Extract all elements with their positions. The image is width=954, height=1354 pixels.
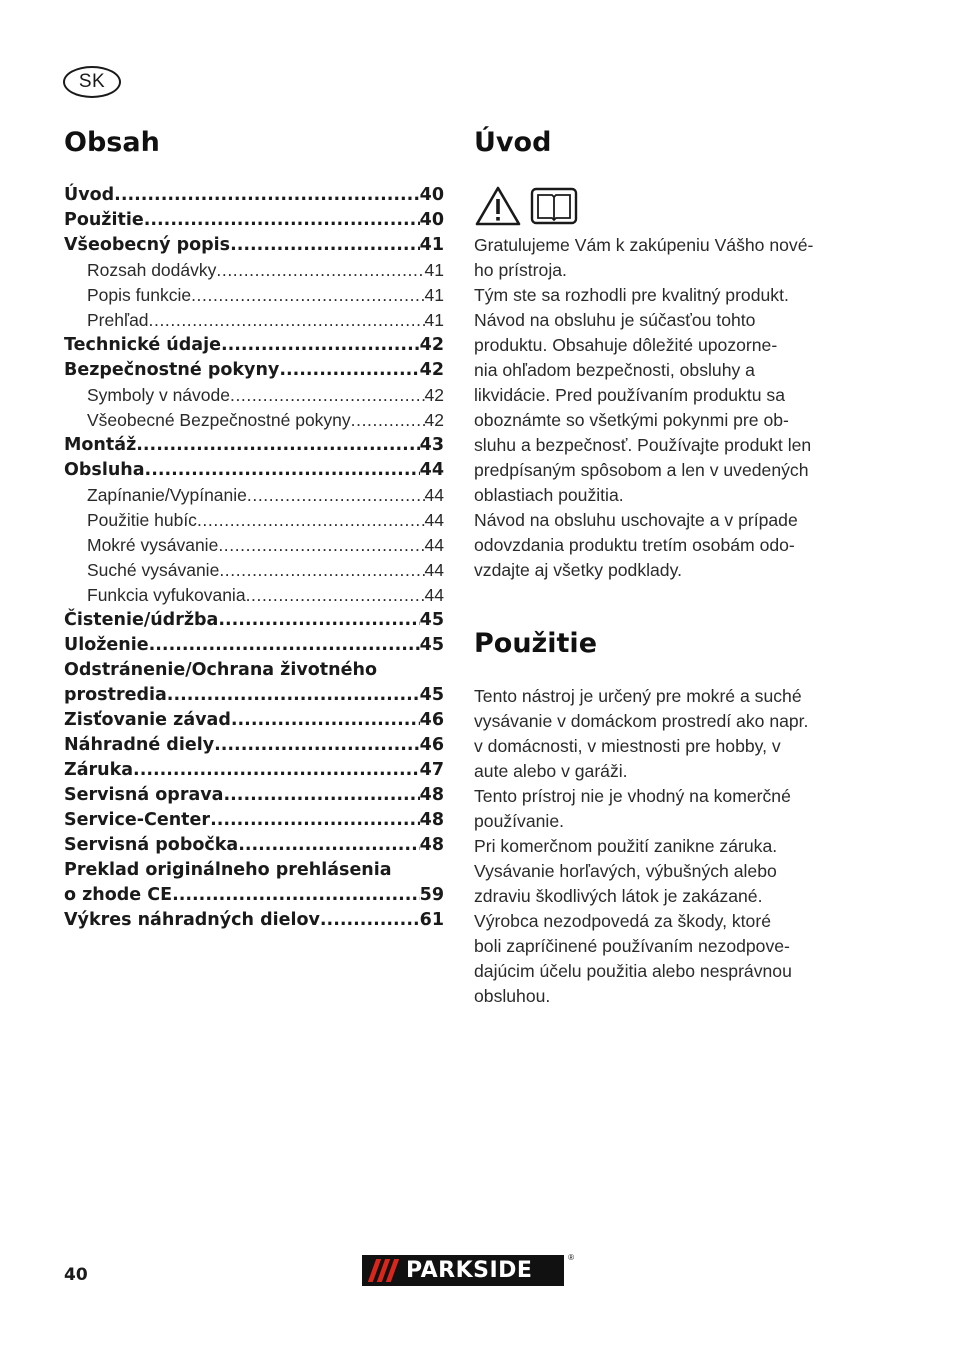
toc-entry-label: Úvod xyxy=(64,185,115,205)
pouzitie-heading: Použitie xyxy=(474,628,598,659)
toc-entry-page: 48 xyxy=(419,785,444,805)
toc-leader-dots xyxy=(133,758,420,783)
pouzitie-text-line: boli zapríčinené používaním nezodpove- xyxy=(474,936,790,956)
pouzitie-text-line: vysávanie v domáckom prostredí ako napr. xyxy=(474,711,809,731)
toc-entry-label: Čistenie/údržba xyxy=(64,610,219,630)
toc-entry-label: Preklad originálneho prehlásenia xyxy=(64,860,392,880)
toc-entry-page: 41 xyxy=(424,260,444,280)
table-of-contents xyxy=(64,183,444,933)
language-code: SK xyxy=(78,71,106,92)
toc-entry xyxy=(64,508,444,533)
toc-entry-label: Použitie hubíc xyxy=(87,510,197,530)
toc-entry-label: Suché vysávanie xyxy=(87,560,220,580)
toc-entry xyxy=(64,908,444,933)
toc-entry-label: Obsluha xyxy=(64,460,145,480)
toc-entry-page: 41 xyxy=(424,310,444,330)
toc-entry-page: 44 xyxy=(424,510,444,530)
uvod-text-line: sluhu a bezpečnosť. Používajte produkt len xyxy=(474,435,812,455)
toc-entry-page: 42 xyxy=(419,360,444,380)
toc-entry xyxy=(64,333,444,358)
toc-leader-dots xyxy=(230,233,420,258)
toc-entry-page: 40 xyxy=(419,210,444,230)
toc-entry-label: Servisná oprava xyxy=(64,785,224,805)
toc-leader-dots xyxy=(172,883,420,908)
toc-entry-page: 61 xyxy=(419,910,444,930)
toc-leader-dots xyxy=(197,508,425,533)
toc-leader-dots xyxy=(219,558,424,583)
pouzitie-text-line: Vysávanie horľavých, výbušných alebo xyxy=(474,861,777,881)
toc-entry xyxy=(64,308,444,333)
uvod-text-line: produktu. Obsahuje dôležité upozorne- xyxy=(474,335,778,355)
pouzitie-text-line: zdraviu škodlivých látok je zakázané. xyxy=(474,886,763,906)
toc-entry-label: Výkres náhradných dielov xyxy=(64,910,320,930)
toc-leader-dots xyxy=(279,358,419,383)
uvod-text-line: Návod na obsluhu je súčasťou tohto xyxy=(474,310,756,330)
toc-entry xyxy=(64,533,444,558)
toc-entry xyxy=(64,433,444,458)
toc-entry xyxy=(64,458,444,483)
toc-entry-label: Bezpečnostné pokyny xyxy=(64,360,280,380)
toc-entry-page: 44 xyxy=(424,535,444,555)
toc-entry xyxy=(64,633,444,658)
toc-entry-page: 45 xyxy=(419,610,444,630)
toc-entry-page: 43 xyxy=(419,435,444,455)
uvod-text-line: oblastiach použitia. xyxy=(474,485,624,505)
toc-entry xyxy=(64,558,444,583)
toc-entry-label: Záruka xyxy=(64,760,134,780)
toc-entry xyxy=(64,883,444,908)
toc-entry xyxy=(64,608,444,633)
toc-leader-dots xyxy=(149,308,425,333)
toc-entry xyxy=(64,783,444,808)
toc-entry-label: Symboly v návode xyxy=(87,385,230,405)
toc-entry xyxy=(64,258,444,283)
toc-leader-dots xyxy=(320,908,420,933)
pouzitie-text-line: Tento prístroj nie je vhodný na komerčné xyxy=(474,786,791,806)
toc-entry xyxy=(64,208,444,233)
uvod-text-line: likvidácie. Pred používaním produktu sa xyxy=(474,385,785,405)
toc-leader-dots xyxy=(221,333,420,358)
toc-entry-page: 45 xyxy=(419,635,444,655)
toc-entry xyxy=(64,583,444,608)
toc-entry xyxy=(64,658,444,683)
toc-entry-page: 45 xyxy=(419,685,444,705)
toc-leader-dots xyxy=(136,433,419,458)
toc-entry xyxy=(64,683,444,708)
pouzitie-text-line: Tento nástroj je určený pre mokré a suché xyxy=(474,686,802,706)
toc-entry-page: 41 xyxy=(424,285,444,305)
toc-leader-dots xyxy=(167,683,420,708)
toc-entry xyxy=(64,833,444,858)
toc-entry-label: Náhradné diely xyxy=(64,735,215,755)
toc-entry-label: prostredia xyxy=(64,685,167,705)
toc-entry-page: 44 xyxy=(424,560,444,580)
toc-entry-label: Všeobecné Bezpečnostné pokyny xyxy=(87,410,351,430)
toc-entry-label: Rozsah dodávky xyxy=(87,260,217,280)
toc-entry-page: 46 xyxy=(419,735,444,755)
parkside-logo xyxy=(362,1253,574,1286)
toc-entry xyxy=(64,283,444,308)
toc-entry-page: 59 xyxy=(419,885,444,905)
toc-entry xyxy=(64,408,444,433)
toc-entry xyxy=(64,383,444,408)
toc-entry-page: 46 xyxy=(419,710,444,730)
toc-leader-dots xyxy=(218,533,424,558)
language-badge xyxy=(63,66,121,98)
pouzitie-text-line: v domácnosti, v miestnosti pre hobby, v xyxy=(474,736,781,756)
toc-leader-dots xyxy=(214,733,420,758)
toc-entry-label: Servisná pobočka xyxy=(64,835,239,855)
toc-leader-dots xyxy=(191,283,424,308)
toc-leader-dots xyxy=(231,708,420,733)
pouzitie-text-line: aute alebo v garáži. xyxy=(474,761,628,781)
uvod-text-line: vzdajte aj všetky podklady. xyxy=(474,560,682,580)
toc-entry-page: 44 xyxy=(419,460,444,480)
uvod-text-line: ho prístroja. xyxy=(474,260,567,280)
toc-entry-page: 47 xyxy=(419,760,444,780)
uvod-text-line: nia ohľadom bezpečnosti, obsluhy a xyxy=(474,360,755,380)
toc-entry-label: Zapínanie/Vypínanie xyxy=(87,485,247,505)
toc-entry xyxy=(64,808,444,833)
logo-stripes xyxy=(362,1255,406,1286)
toc-leader-dots xyxy=(149,633,420,658)
toc-entry-page: 42 xyxy=(419,335,444,355)
warning-triangle-icon xyxy=(474,185,522,227)
toc-leader-dots xyxy=(238,833,419,858)
toc-leader-dots xyxy=(351,408,425,433)
uvod-text-line: oboznámte so všetkými pokynmi pre ob- xyxy=(474,410,789,430)
toc-entry-label: o zhode CE xyxy=(64,885,173,905)
toc-entry xyxy=(64,708,444,733)
toc-entry-label: Všeobecný popis xyxy=(64,235,231,255)
toc-entry xyxy=(64,483,444,508)
pouzitie-text-line: používanie. xyxy=(474,811,564,831)
toc-entry-page: 42 xyxy=(424,410,444,430)
toc-leader-dots xyxy=(230,383,425,408)
toc-entry-page: 41 xyxy=(419,235,444,255)
logo-wordmark: PARKSIDE xyxy=(406,1258,533,1283)
uvod-heading: Úvod xyxy=(474,127,552,158)
uvod-text-line: Tým ste sa rozhodli pre kvalitný produkt. xyxy=(474,285,789,305)
toc-entry-page: 48 xyxy=(419,835,444,855)
toc-entry-label: Montáž xyxy=(64,435,137,455)
toc-entry xyxy=(64,358,444,383)
uvod-text-line: Gratulujeme Vám k zakúpeniu Vášho nové- xyxy=(474,235,814,255)
toc-leader-dots xyxy=(247,483,425,508)
toc-entry xyxy=(64,733,444,758)
toc-entry xyxy=(64,758,444,783)
uvod-text-line: predpísaným spôsobom a len v uvedených xyxy=(474,460,809,480)
toc-entry-label: Uloženie xyxy=(64,635,149,655)
toc-leader-dots xyxy=(218,608,419,633)
toc-entry-label: Použitie xyxy=(64,210,144,230)
toc-entry-page: 44 xyxy=(424,585,444,605)
toc-leader-dots xyxy=(246,583,425,608)
toc-leader-dots xyxy=(216,258,424,283)
toc-entry-label: Popis funkcie xyxy=(87,285,192,305)
pouzitie-text xyxy=(474,684,864,1009)
pouzitie-text-line: Výrobca nezodpovedá za škody, ktoré xyxy=(474,911,771,931)
pouzitie-text-line: dajúcim účelu použitia alebo nesprávnou xyxy=(474,961,792,981)
toc-leader-dots xyxy=(144,208,420,233)
uvod-text-line: odovzdania produktu tretím osobám odo- xyxy=(474,535,795,555)
toc-entry-page: 44 xyxy=(424,485,444,505)
uvod-text xyxy=(474,233,864,583)
toc-leader-dots xyxy=(145,458,420,483)
toc-heading: Obsah xyxy=(64,127,160,158)
toc-entry-label: Service-Center xyxy=(64,810,211,830)
toc-entry-label: Odstránenie/Ochrana životného xyxy=(64,660,377,680)
toc-entry-label: Funkcia vyfukovania xyxy=(87,585,246,605)
toc-entry xyxy=(64,858,444,883)
safety-icons xyxy=(474,185,578,227)
toc-entry-label: Zisťovanie závad xyxy=(64,710,231,730)
toc-entry xyxy=(64,183,444,208)
toc-entry-label: Technické údaje xyxy=(64,335,221,355)
toc-leader-dots xyxy=(210,808,420,833)
toc-entry-page: 42 xyxy=(424,385,444,405)
toc-entry-label: Prehľad xyxy=(87,310,149,330)
registered-mark: ® xyxy=(568,1253,574,1262)
pouzitie-text-line: obsluhou. xyxy=(474,986,551,1006)
manual-book-icon xyxy=(530,185,578,227)
page-number: 40 xyxy=(64,1265,88,1285)
pouzitie-text-line: Pri komerčnom použití zanikne záruka. xyxy=(474,836,778,856)
toc-leader-dots xyxy=(224,783,420,808)
toc-entry-page: 40 xyxy=(419,185,444,205)
toc-leader-dots xyxy=(114,183,419,208)
toc-entry xyxy=(64,233,444,258)
uvod-text-line: Návod na obsluhu uschovajte a v prípade xyxy=(474,510,798,530)
toc-entry-label: Mokré vysávanie xyxy=(87,535,219,555)
toc-entry-page: 48 xyxy=(419,810,444,830)
